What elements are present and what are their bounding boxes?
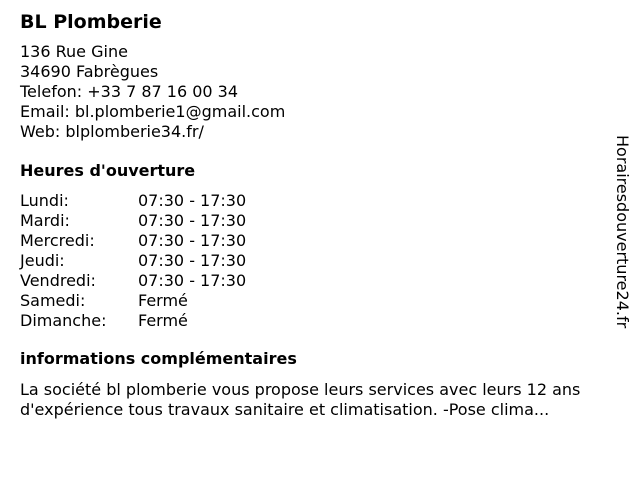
address-city: 34690 Fabrègues [20,62,159,81]
hours-row-tuesday [20,211,620,231]
hours-day: Samedi: [20,291,86,310]
hours-row-sunday [20,311,620,331]
hours-time: 07:30 - 17:30 [138,271,247,290]
phone-number[interactable]: Telefon: +33 7 87 16 00 34 [20,82,239,101]
hours-row-wednesday [20,231,620,251]
hours-day: Mardi: [20,211,70,230]
hours-row-saturday [20,291,620,311]
business-name: BL Plomberie [20,11,162,33]
hours-day: Lundi: [20,191,69,210]
hours-time: Fermé [138,291,188,310]
hours-day: Vendredi: [20,271,96,290]
hours-list [20,191,620,331]
website-link[interactable]: Web: blplomberie34.fr/ [20,122,204,141]
hours-day: Mercredi: [20,231,95,250]
hours-heading: Heures d'ouverture [20,161,196,180]
email-address[interactable]: Email: bl.plomberie1@gmail.com [20,102,286,121]
hours-time: Fermé [138,311,188,330]
hours-time: 07:30 - 17:30 [138,211,247,230]
hours-time: 07:30 - 17:30 [138,191,247,210]
hours-day: Dimanche: [20,311,107,330]
hours-time: 07:30 - 17:30 [138,251,247,270]
hours-row-friday [20,271,620,291]
info-heading: informations complémentaires [20,349,297,368]
business-card [20,10,620,420]
hours-day: Jeudi: [20,251,65,270]
hours-row-thursday [20,251,620,271]
hours-row-monday [20,191,620,211]
site-watermark: Horairesdouverture24.fr [613,135,632,329]
business-description: La société bl plomberie vous propose leurs services avec leurs 12 ans d'expérience tous travaux sanitaire et climatisation. -Pose clima... [20,380,581,419]
hours-time: 07:30 - 17:30 [138,231,247,250]
address-street: 136 Rue Gine [20,42,128,61]
